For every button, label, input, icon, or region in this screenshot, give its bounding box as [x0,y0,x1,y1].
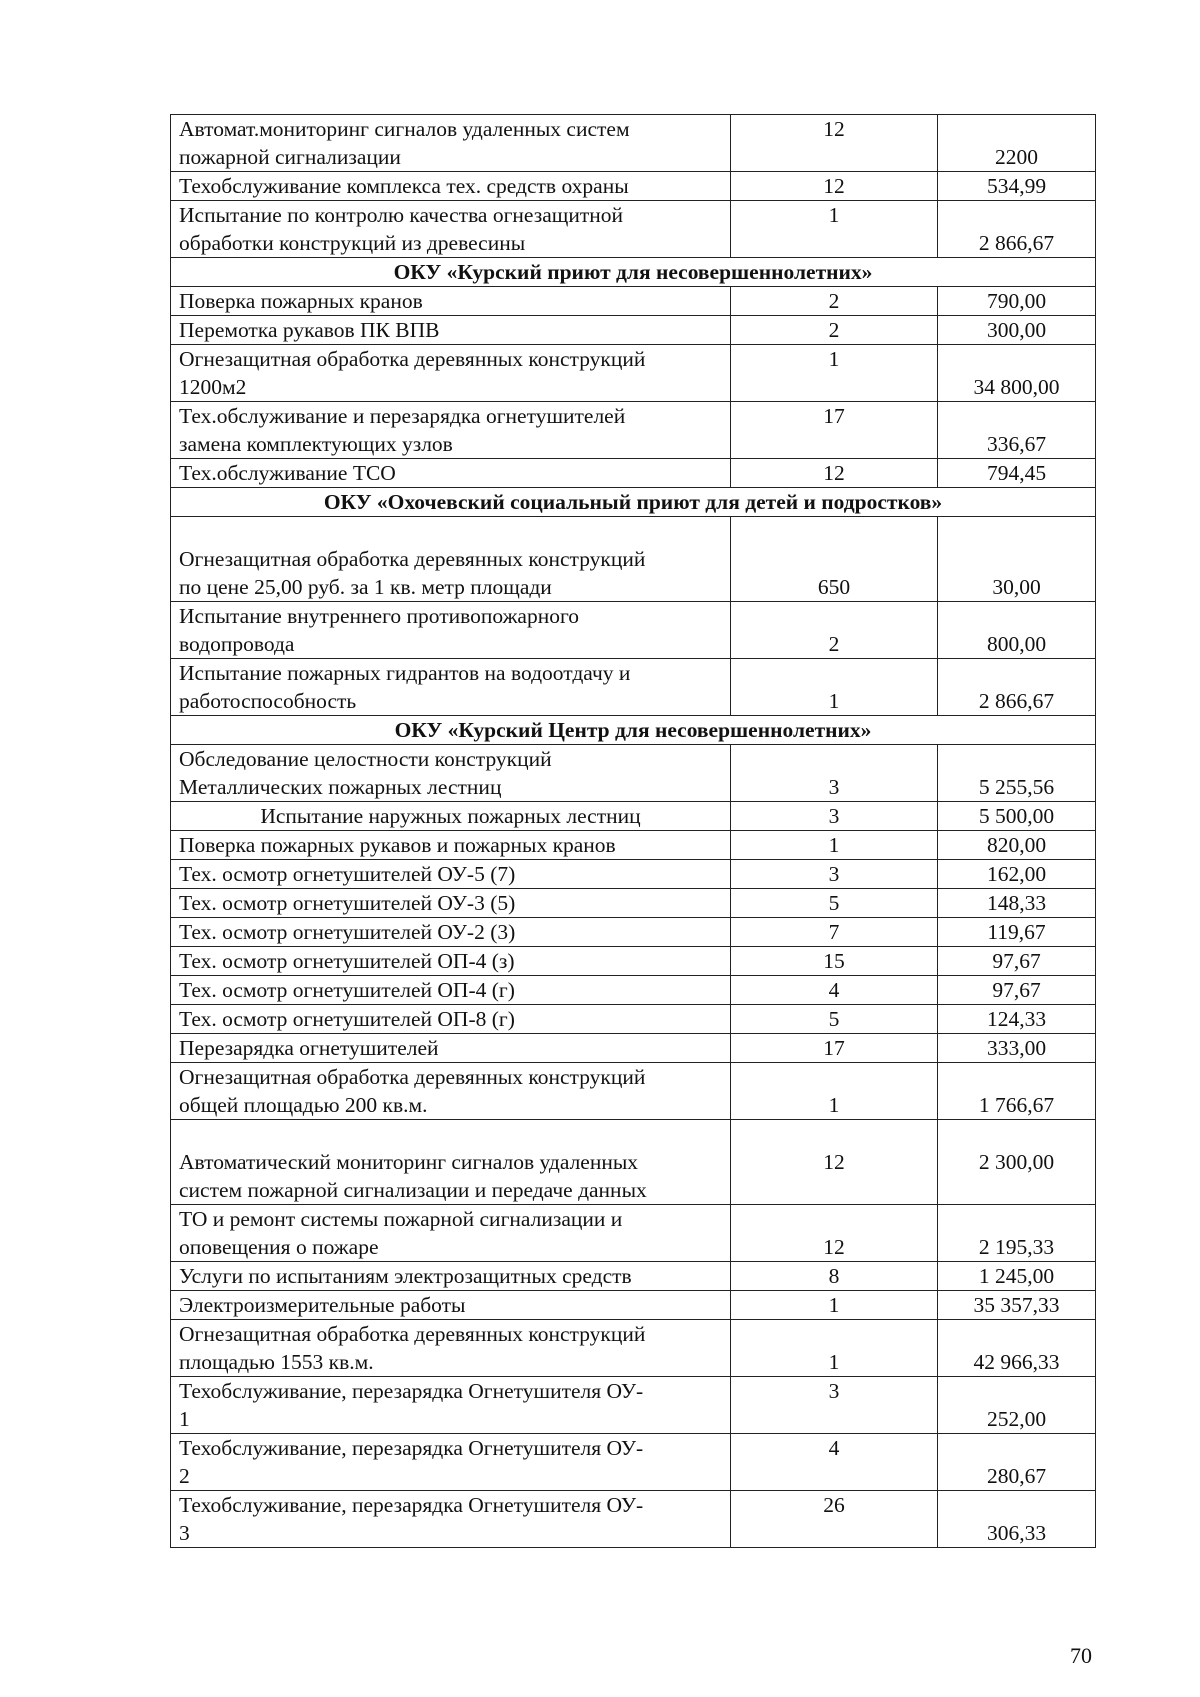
row-quantity: 2 [731,602,938,659]
row-price: 252,00 [938,1377,1096,1434]
row-description: Тех.обслуживание ТСО [171,459,731,488]
row-description: Перемотка рукавов ПК ВПВ [171,316,731,345]
row-price: 306,33 [938,1491,1096,1548]
row-price: 2 866,67 [938,659,1096,716]
section-title: ОКУ «Курский приют для несовершеннолетних» [171,258,1096,287]
table-row [171,1063,1096,1120]
row-price: 790,00 [938,287,1096,316]
row-description: Автоматический мониторинг сигналов удаленных систем пожарной сигнализации и передаче данных [171,1120,731,1205]
row-description: Испытание внутреннего противопожарного водопровода [171,602,731,659]
row-quantity: 1 [731,201,938,258]
table-row [171,1262,1096,1291]
row-quantity: 12 [731,1205,938,1262]
row-description: Тех. осмотр огнетушителей ОУ-5 (7) [171,860,731,889]
table-row [171,802,1096,831]
row-quantity: 1 [731,1320,938,1377]
table-row [171,918,1096,947]
section-header-row [171,488,1096,517]
row-quantity: 8 [731,1262,938,1291]
row-price: 333,00 [938,1034,1096,1063]
table-row [171,172,1096,201]
table-row [171,1491,1096,1548]
row-price: 5 500,00 [938,802,1096,831]
table-row [171,1005,1096,1034]
row-price: 534,99 [938,172,1096,201]
table-row [171,1034,1096,1063]
row-quantity: 15 [731,947,938,976]
table-row [171,976,1096,1005]
table-row [171,201,1096,258]
row-quantity: 12 [731,172,938,201]
row-description: Тех. осмотр огнетушителей ОУ-2 (3) [171,918,731,947]
row-price: 124,33 [938,1005,1096,1034]
row-price: 2 195,33 [938,1205,1096,1262]
table-row [171,745,1096,802]
table-row [171,659,1096,716]
row-quantity: 1 [731,1291,938,1320]
row-description: Огнезащитная обработка деревянных конструкций по цене 25,00 руб. за 1 кв. метр площади [171,517,731,602]
row-quantity: 12 [731,115,938,172]
row-description: Техобслуживание, перезарядка Огнетушителя ОУ- 3 [171,1491,731,1548]
row-quantity: 4 [731,1434,938,1491]
row-description: Автомат.мониторинг сигналов удаленных систем пожарной сигнализации [171,115,731,172]
row-price: 97,67 [938,976,1096,1005]
row-description: Тех.обслуживание и перезарядка огнетушителей замена комплектующих узлов [171,402,731,459]
table-row [171,316,1096,345]
row-price: 1 766,67 [938,1063,1096,1120]
page-number: 70 [1070,1643,1092,1668]
row-price: 800,00 [938,602,1096,659]
row-description: Огнезащитная обработка деревянных конструкций общей площадью 200 кв.м. [171,1063,731,1120]
table-row [171,1291,1096,1320]
row-quantity: 2 [731,287,938,316]
table-row [171,1434,1096,1491]
row-quantity: 3 [731,802,938,831]
row-price: 42 966,33 [938,1320,1096,1377]
row-quantity: 3 [731,745,938,802]
row-description: ТО и ремонт системы пожарной сигнализации и оповещения о пожаре [171,1205,731,1262]
row-description: Обследование целостности конструкций Металлических пожарных лестниц [171,745,731,802]
row-quantity: 4 [731,976,938,1005]
row-price: 5 255,56 [938,745,1096,802]
row-price: 97,67 [938,947,1096,976]
table-row [171,889,1096,918]
row-description: Техобслуживание, перезарядка Огнетушителя ОУ- 2 [171,1434,731,1491]
table-row [171,1320,1096,1377]
row-price: 119,67 [938,918,1096,947]
table-row [171,459,1096,488]
row-price: 2200 [938,115,1096,172]
table-row [171,947,1096,976]
row-quantity: 3 [731,1377,938,1434]
row-quantity: 3 [731,860,938,889]
row-description: Тех. осмотр огнетушителей ОП-8 (г) [171,1005,731,1034]
row-quantity: 7 [731,918,938,947]
row-price: 34 800,00 [938,345,1096,402]
table-row [171,517,1096,602]
row-price: 162,00 [938,860,1096,889]
row-quantity: 1 [731,345,938,402]
row-description: Техобслуживание комплекса тех. средств охраны [171,172,731,201]
row-description: Поверка пожарных рукавов и пожарных кранов [171,831,731,860]
table-row [171,115,1096,172]
row-description: Тех. осмотр огнетушителей ОП-4 (г) [171,976,731,1005]
row-quantity: 5 [731,1005,938,1034]
row-price: 2 300,00 [938,1120,1096,1205]
row-description: Тех. осмотр огнетушителей ОП-4 (з) [171,947,731,976]
row-quantity: 12 [731,1120,938,1205]
row-price: 820,00 [938,831,1096,860]
row-description: Перезарядка огнетушителей [171,1034,731,1063]
row-description: Огнезащитная обработка деревянных конструкций площадью 1553 кв.м. [171,1320,731,1377]
row-price: 794,45 [938,459,1096,488]
section-title: ОКУ «Охочевский социальный приют для детей и подростков» [171,488,1096,517]
row-quantity: 17 [731,402,938,459]
table-row [171,1377,1096,1434]
row-quantity: 1 [731,659,938,716]
row-description: Тех. осмотр огнетушителей ОУ-3 (5) [171,889,731,918]
row-price: 1 245,00 [938,1262,1096,1291]
row-price: 35 357,33 [938,1291,1096,1320]
row-description: Поверка пожарных кранов [171,287,731,316]
table-row [171,1205,1096,1262]
table-row [171,402,1096,459]
services-table [170,114,1096,1548]
row-quantity: 12 [731,459,938,488]
row-description: Услуги по испытаниям электрозащитных средств [171,1262,731,1291]
section-header-row [171,716,1096,745]
table-row [171,287,1096,316]
row-quantity: 1 [731,831,938,860]
row-description: Электроизмерительные работы [171,1291,731,1320]
row-description: Испытание наружных пожарных лестниц [171,802,731,831]
table-row [171,345,1096,402]
table-row [171,860,1096,889]
row-price: 30,00 [938,517,1096,602]
row-description: Огнезащитная обработка деревянных конструкций 1200м2 [171,345,731,402]
row-description: Техобслуживание, перезарядка Огнетушителя ОУ- 1 [171,1377,731,1434]
section-header-row [171,258,1096,287]
row-price: 148,33 [938,889,1096,918]
row-quantity: 650 [731,517,938,602]
table-row [171,831,1096,860]
row-quantity: 5 [731,889,938,918]
row-price: 280,67 [938,1434,1096,1491]
row-quantity: 2 [731,316,938,345]
row-quantity: 17 [731,1034,938,1063]
row-quantity: 1 [731,1063,938,1120]
table-row [171,602,1096,659]
table-row [171,1120,1096,1205]
section-title: ОКУ «Курский Центр для несовершеннолетних» [171,716,1096,745]
row-description: Испытание пожарных гидрантов на водоотдачу и работоспособность [171,659,731,716]
row-quantity: 26 [731,1491,938,1548]
row-price: 300,00 [938,316,1096,345]
row-price: 2 866,67 [938,201,1096,258]
row-description: Испытание по контролю качества огнезащитной обработки конструкций из древесины [171,201,731,258]
row-price: 336,67 [938,402,1096,459]
